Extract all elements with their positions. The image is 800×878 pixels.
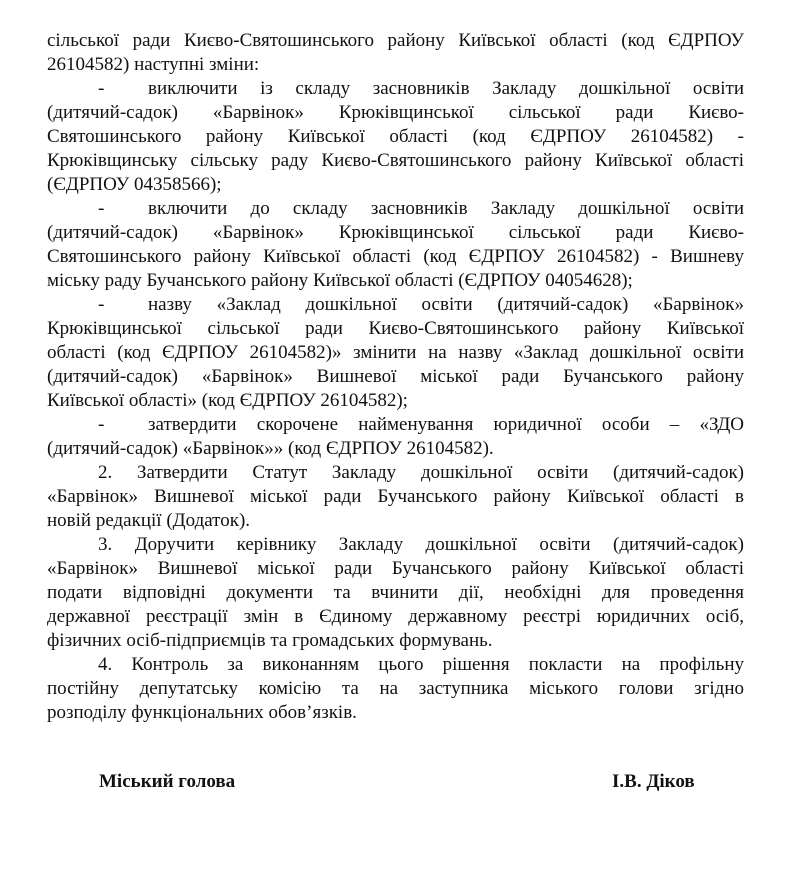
signature-name: І.В. Діков bbox=[612, 771, 695, 792]
numbered-item-line: 2. Затвердити Статут Закладу дошкільної освіти (дитячий-садок) bbox=[98, 462, 744, 483]
bullet-marker: - bbox=[98, 294, 105, 315]
bullet-line: області (код ЄДРПОУ 26104582)» змінити на назву «Заклад дошкільної освіти bbox=[47, 342, 744, 363]
bullet-line: виключити із складу засновників Закладу дошкільної освіти bbox=[148, 78, 744, 99]
numbered-item-line: державної реєстрації змін в Єдиному державному реєстрі юридичних осіб, bbox=[47, 606, 744, 627]
bullet-line: міську раду Бучанського району Київської області (ЄДРПОУ 04054628); bbox=[47, 270, 633, 291]
bullet-marker: - bbox=[98, 198, 105, 219]
signature-title: Міський голова bbox=[99, 771, 236, 792]
intro-line: 26104582) наступні зміни: bbox=[47, 54, 260, 75]
bullet-line: Київської області» (код ЄДРПОУ 26104582); bbox=[47, 390, 408, 411]
bullet-line: включити до складу засновників Закладу дошкільної освіти bbox=[148, 198, 744, 219]
numbered-item-line: 3. Доручити керівнику Закладу дошкільної освіти (дитячий-садок) bbox=[98, 534, 744, 555]
bullet-line: затвердити скорочене найменування юридичної особи – «ЗДО bbox=[148, 414, 744, 435]
bullet-line: Крюківщинську сільську раду Києво-Святошинського району Київської області bbox=[47, 150, 744, 171]
numbered-item-line: «Барвінок» Вишневої міської ради Бучанського району Київської області в bbox=[47, 486, 744, 507]
numbered-item-line: постійну депутатську комісію та на заступника міського голови згідно bbox=[47, 678, 744, 699]
bullet-line: (дитячий-садок) «Барвінок» Вишневої міської ради Бучанського району bbox=[47, 366, 744, 387]
numbered-item-line: розподілу функціональних обов’язків. bbox=[47, 702, 357, 723]
numbered-item-line: 4. Контроль за виконанням цього рішення покласти на профільну bbox=[98, 654, 744, 675]
bullet-line: (дитячий-садок) «Барвінок»» (код ЄДРПОУ 26104582). bbox=[47, 438, 494, 459]
numbered-item-line: фізичних осіб-підприємців та громадських формувань. bbox=[47, 630, 493, 651]
numbered-item-line: «Барвінок» Вишневої міської ради Бучанського району Київської області bbox=[47, 558, 744, 579]
bullet-line: Святошинського району Київської області (код ЄДРПОУ 26104582) - bbox=[47, 126, 744, 147]
bullet-line: назву «Заклад дошкільної освіти (дитячий-садок) «Барвінок» bbox=[148, 294, 744, 315]
bullet-marker: - bbox=[98, 78, 105, 99]
bullet-line: Крюківщинської сільської ради Києво-Святошинського району Київської bbox=[47, 318, 744, 339]
bullet-marker: - bbox=[98, 414, 105, 435]
bullet-line: (дитячий-садок) «Барвінок» Крюківщинської сільської ради Києво- bbox=[47, 102, 744, 123]
bullet-line: (ЄДРПОУ 04358566); bbox=[47, 174, 222, 195]
bullet-line: (дитячий-садок) «Барвінок» Крюківщинської сільської ради Києво- bbox=[47, 222, 744, 243]
intro-line: сільської ради Києво-Святошинського району Київської області (код ЄДРПОУ bbox=[47, 30, 744, 51]
bullet-line: Святошинського району Київської області (код ЄДРПОУ 26104582) - Вишневу bbox=[47, 246, 744, 267]
numbered-item-line: подати відповідні документи та вчинити дії, необхідні для проведення bbox=[47, 582, 744, 603]
numbered-item-line: новій редакції (Додаток). bbox=[47, 510, 251, 531]
